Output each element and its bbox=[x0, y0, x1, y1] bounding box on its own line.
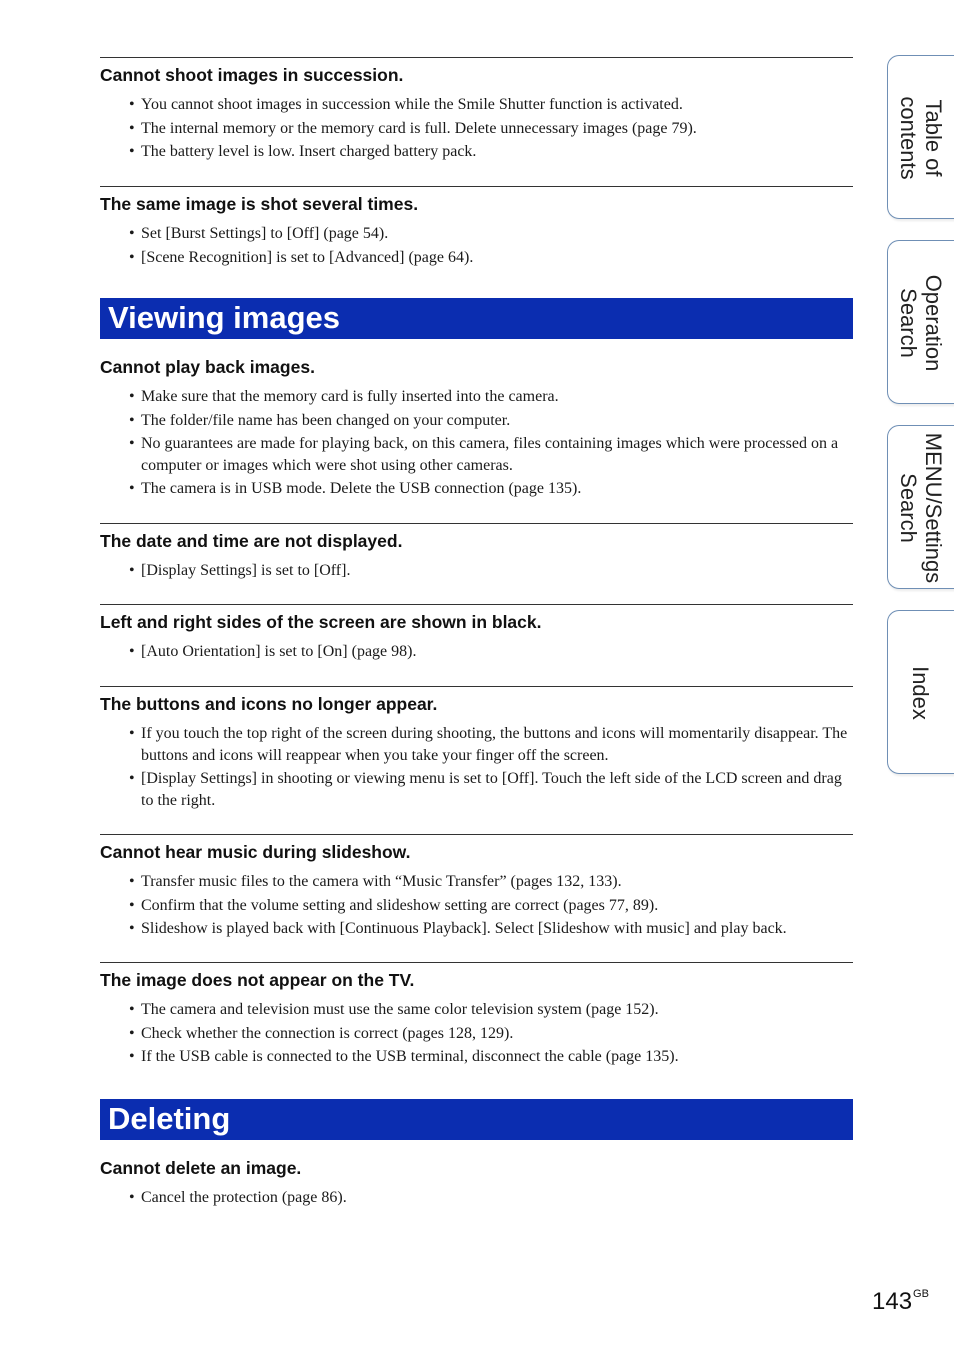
bullet-item: • The battery level is low. Insert charged battery pack. bbox=[129, 141, 853, 163]
tab-label-line1: Operation bbox=[921, 274, 946, 372]
bullet-item: • If you touch the top right of the screen during shooting, the buttons and icons will momentarily disappear. The buttons and icons will reappear when you take your finger off the screen. bbox=[129, 723, 853, 766]
trouble-item bbox=[100, 962, 853, 1070]
trouble-item bbox=[100, 57, 853, 165]
trouble-title: The date and time are not displayed. bbox=[100, 531, 403, 551]
trouble-title: Cannot delete an image. bbox=[100, 1158, 302, 1178]
bullet-item: • Check whether the connection is correct (pages 128, 129). bbox=[129, 1023, 853, 1045]
page-number bbox=[872, 1288, 929, 1316]
trouble-title: Cannot hear music during slideshow. bbox=[100, 842, 411, 862]
tab-label-line1: Index bbox=[908, 666, 934, 720]
bullet-list bbox=[100, 560, 853, 582]
bullet-item: • Confirm that the volume setting and slideshow setting are correct (pages 77, 89). bbox=[129, 895, 853, 917]
tab-label-line2: Search bbox=[896, 473, 921, 543]
bullet-item: • The folder/file name has been changed on your computer. bbox=[129, 410, 853, 432]
trouble-item bbox=[100, 604, 853, 665]
bullet-list bbox=[100, 999, 853, 1068]
bullet-list bbox=[100, 94, 853, 163]
bullet-item: • The camera and television must use the same color television system (page 152). bbox=[129, 999, 853, 1021]
trouble-item bbox=[100, 350, 853, 502]
trouble-item bbox=[100, 186, 853, 270]
trouble-title: The image does not appear on the TV. bbox=[100, 970, 415, 990]
bullet-item: • [Display Settings] in shooting or viewing menu is set to [Off]. Touch the left side of the LCD screen and drag to the right. bbox=[129, 768, 853, 811]
page-number-suffix: GB bbox=[913, 1288, 929, 1300]
tab-index[interactable] bbox=[887, 610, 954, 774]
bullet-item: • [Auto Orientation] is set to [On] (page 98). bbox=[129, 641, 853, 663]
trouble-item bbox=[100, 523, 853, 584]
bullet-item: • If the USB cable is connected to the USB terminal, disconnect the cable (page 135). bbox=[129, 1046, 853, 1068]
section-heading-viewing: Viewing images bbox=[100, 298, 853, 339]
tab-label-line1: Table of bbox=[921, 99, 946, 177]
trouble-title: Cannot shoot images in succession. bbox=[100, 65, 404, 85]
bullet-list bbox=[100, 386, 853, 500]
trouble-title: The same image is shot several times. bbox=[100, 194, 419, 214]
page-number-value: 143 bbox=[872, 1288, 913, 1315]
bullet-item: • No guarantees are made for playing back, on this camera, files containing images which were processed on a computer or images which were shot using other cameras. bbox=[129, 433, 853, 476]
bullet-list bbox=[100, 871, 853, 940]
bullet-item: • Transfer music files to the camera with “Music Transfer” (pages 132, 133). bbox=[129, 871, 853, 893]
tab-label-line1: MENU/Settings bbox=[921, 432, 946, 584]
trouble-title: Cannot play back images. bbox=[100, 357, 315, 377]
bullet-list bbox=[100, 223, 853, 268]
bullet-list bbox=[100, 1187, 853, 1209]
bullet-item: • Set [Burst Settings] to [Off] (page 54). bbox=[129, 223, 853, 245]
tab-menu-settings-search[interactable] bbox=[887, 425, 954, 589]
bullet-item: • The internal memory or the memory card is full. Delete unnecessary images (page 79). bbox=[129, 118, 853, 140]
bullet-item: • Slideshow is played back with [Continuous Playback]. Select [Slideshow with music] and play back. bbox=[129, 918, 853, 940]
bullet-item: • You cannot shoot images in succession while the Smile Shutter function is activated. bbox=[129, 94, 853, 116]
tab-label-line2: Search bbox=[896, 288, 921, 358]
bullet-item: • Make sure that the memory card is fully inserted into the camera. bbox=[129, 386, 853, 408]
bullet-list bbox=[100, 641, 853, 663]
tab-label-line2: contents bbox=[896, 96, 921, 180]
bullet-item: • The camera is in USB mode. Delete the USB connection (page 135). bbox=[129, 478, 853, 500]
bullet-item: • Cancel the protection (page 86). bbox=[129, 1187, 853, 1209]
tab-operation-search[interactable] bbox=[887, 240, 954, 404]
trouble-item bbox=[100, 834, 853, 942]
trouble-item bbox=[100, 1151, 853, 1211]
section-heading-deleting: Deleting bbox=[100, 1099, 853, 1140]
trouble-title: Left and right sides of the screen are shown in black. bbox=[100, 612, 542, 632]
bullet-list bbox=[100, 723, 853, 811]
trouble-title: The buttons and icons no longer appear. bbox=[100, 694, 438, 714]
tab-table-of-contents[interactable] bbox=[887, 55, 954, 219]
trouble-item bbox=[100, 686, 853, 813]
bullet-item: • [Scene Recognition] is set to [Advanced] (page 64). bbox=[129, 247, 853, 269]
bullet-item: • [Display Settings] is set to [Off]. bbox=[129, 560, 853, 582]
